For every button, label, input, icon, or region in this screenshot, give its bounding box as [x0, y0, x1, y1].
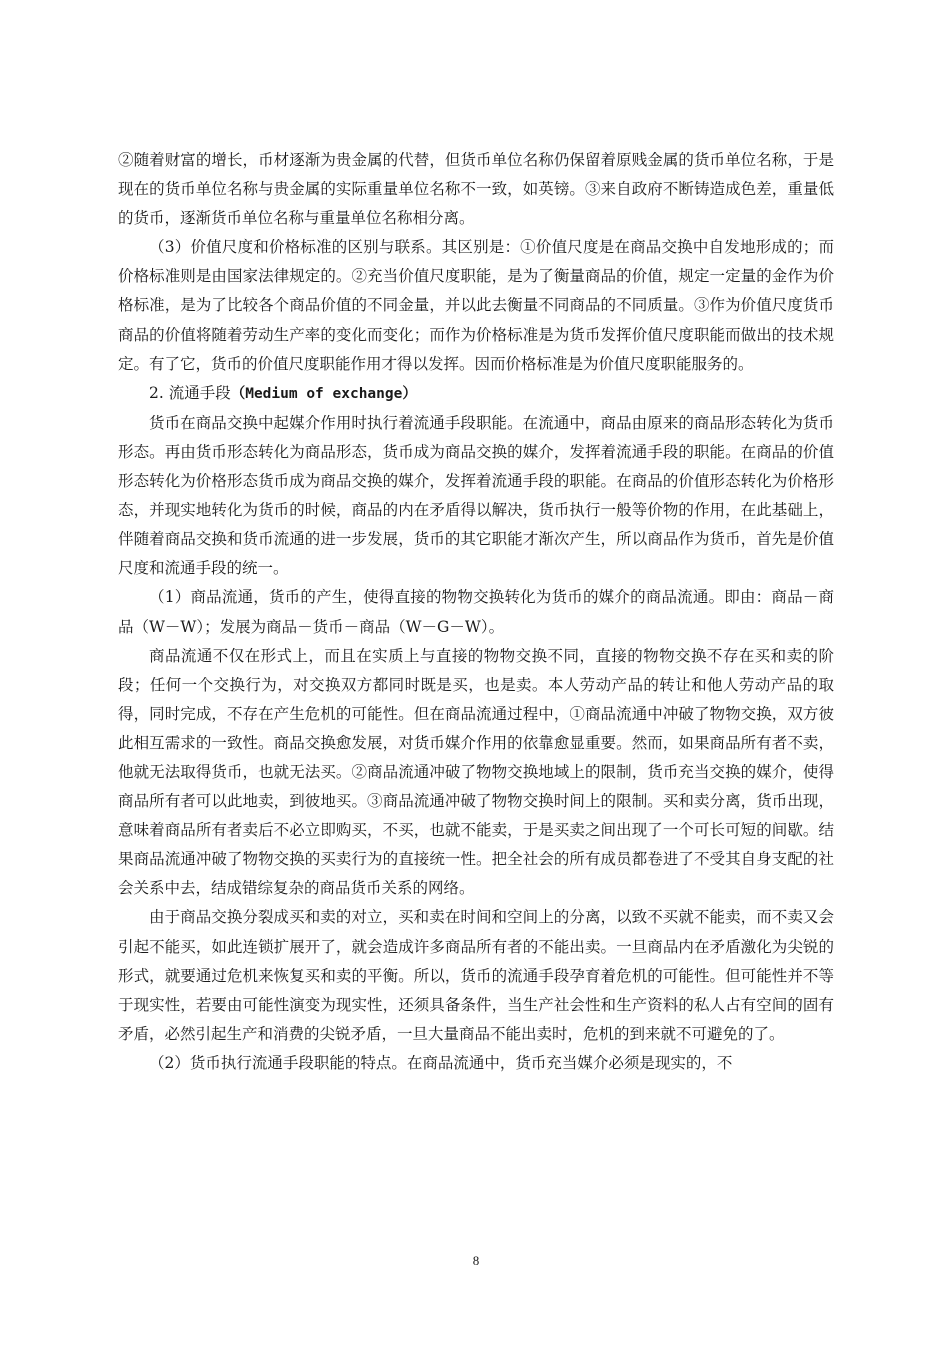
paragraph-value-measure-vs-price-standard: （3）价值尺度和价格标准的区别与联系。其区别是：①价值尺度是在商品交换中自发地形成的；而价格标准则是由国家法律规定的。②充当价值尺度职能，是为了衡量商品的价值，规定一定量的金作为价格标准，是为了比较各个商品价值的不同金量，并以此去衡量不同商品的不同质量。③作为价值尺度货币商品的价值将随着劳动生产率的变化而变化；而作为价格标准是为货币发挥价值尺度职能而做出的技术规定。有了它，货币的价值尺度职能作用才得以发挥。因而价格标准是为价值尺度职能服务的。	[118, 238, 834, 373]
section-heading-medium-of-exchange	[118, 379, 834, 409]
section-heading-cn: 2. 流通手段	[149, 383, 231, 402]
paragraph-medium-of-exchange-intro: 货币在商品交换中起媒介作用时执行着流通手段职能。在流通中，商品由原来的商品形态转化为货币形态。再由货币形态转化为商品形态，货币成为商品交换的媒介，发挥着流通手段的职能。在商品的价值形态转化为价格形态货币成为商品交换的媒介，发挥着流通手段的职能。在商品的价值形态转化为价格形态，并现实地转化为货币的时候，商品的内在矛盾得以解决，货币执行一般等价物的作用，在此基础上，伴随着商品交换和货币流通的进一步发展，货币的其它职能才渐次产生，所以商品作为货币，首先是价值尺度和流通手段的统一。	[118, 413, 834, 578]
paragraph-commodity-circulation: （1）商品流通，货币的产生，使得直接的物物交换转化为货币的媒介的商品流通。即由：商品－商品（W－W）；发展为商品－货币－商品（W－G－W）。	[118, 588, 834, 636]
paragraph-circulation-vs-barter: 商品流通不仅在形式上，而且在实质上与直接的物物交换不同，直接的物物交换不存在买和卖的阶段；任何一个交换行为，对交换双方都同时既是买，也是卖。本人劳动产品的转让和他人劳动产品的取得，同时完成，不存在产生危机的可能性。但在商品流通过程中，①商品流通中冲破了物物交换，双方彼此相互需求的一致性。商品交换愈发展，对货币媒介作用的依靠愈显重要。然而，如果商品所有者不卖，他就无法取得货币，也就无法买。②商品流通冲破了物物交换地域上的限制，货币充当交换的媒介，使得商品所有者可以此地卖，到彼地买。③商品流通冲破了物物交换时间上的限制。买和卖分离，货币出现，意味着商品所有者卖后不必立即购买，不买，也就不能卖，于是买卖之间出现了一个可长可短的间歇。结果商品流通冲破了物物交换的买卖行为的直接统一性。把全社会的所有成员都卷进了不受其自身支配的社会关系中去，结成错综复杂的商品货币关系的网络。	[118, 646, 834, 898]
page-number: 8	[472, 1253, 480, 1268]
paragraph-money-unit-history: ②随着财富的增长，币材逐渐为贵金属的代替，但货币单位名称仍保留着原贱金属的货币单位名称，于是现在的货币单位名称与贵金属的实际重量单位名称不一致，如英镑。③来自政府不断铸造成色差，重量低的货币，逐渐货币单位名称与重量单位名称相分离。	[118, 151, 834, 228]
paragraph-crisis-possibility: 由于商品交换分裂成买和卖的对立，买和卖在时间和空间上的分离，以致不买就不能卖，而不卖又会引起不能买，如此连锁扩展开了，就会造成许多商品所有者的不能出卖。一旦商品内在矛盾激化为尖锐的形式，就要通过危机来恢复买和卖的平衡。所以，货币的流通手段孕育着危机的可能性。但可能性并不等于现实性，若要由可能性演变为现实性，还须具备条件，当生产社会性和生产资料的私人占有空间的固有矛盾，必然引起生产和消费的尖锐矛盾，一旦大量商品不能出卖时，危机的到来就不可避免的了。	[118, 908, 834, 1043]
section-heading-en: （Medium of exchange）	[230, 385, 417, 402]
paragraph-circulation-features: （2）货币执行流通手段职能的特点。在商品流通中，货币充当媒介必须是现实的，不	[149, 1053, 733, 1072]
body-text	[118, 146, 834, 1078]
